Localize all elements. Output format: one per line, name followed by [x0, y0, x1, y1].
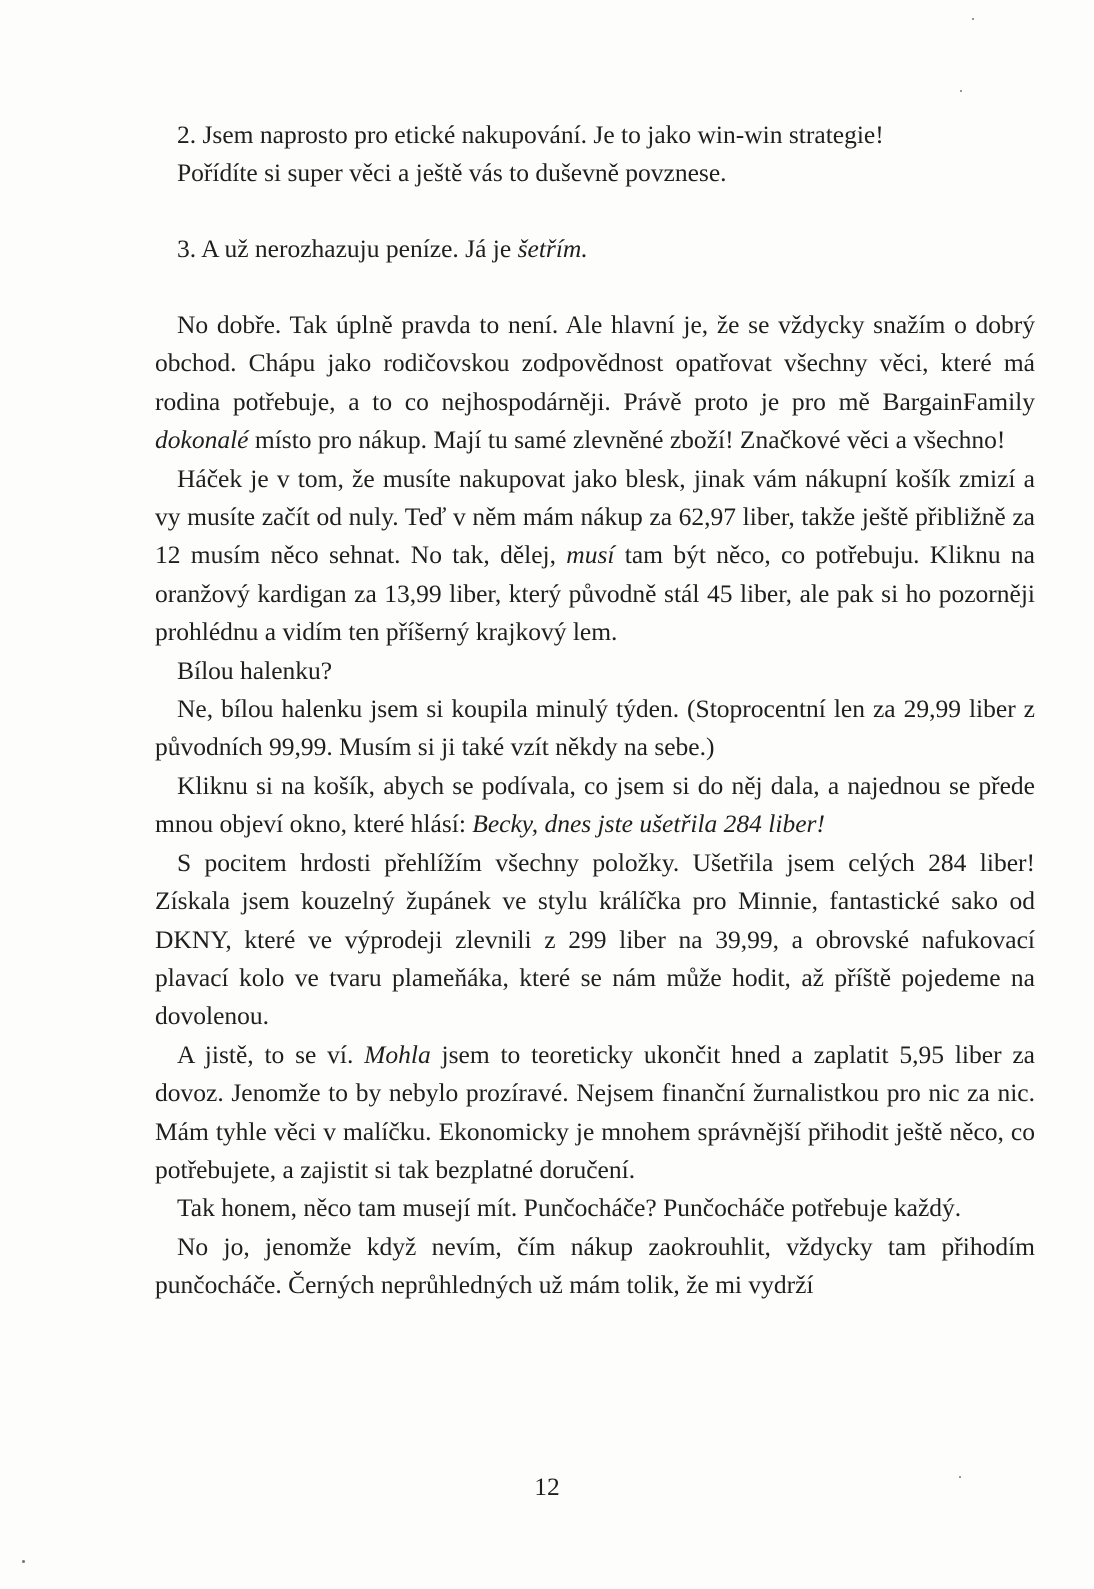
paragraph-5	[155, 767, 1035, 844]
paragraph-2-end: tam být něco, co potřebuju. Kliknu na oranžový kardigan za 13,99 liber, který původně stál 45 liber, ale pak si ho pozorněji prohlédnu a vidím ten příšerný krajkový lem.	[155, 540, 1035, 647]
paragraph-7	[155, 1036, 1035, 1190]
list-item-2-line2: Pořídíte si super věci a ještě vás to duševně povznese.	[177, 158, 727, 188]
list-item-3-text: 3. A už nerozhazuju peníze. Já je	[177, 234, 518, 263]
paragraph-7-emphasis: Mohla	[364, 1039, 431, 1069]
scan-speck	[959, 1476, 961, 1478]
scan-speck	[960, 90, 962, 92]
paragraph-2-emphasis: musí	[566, 540, 615, 570]
paragraph-1-end: místo pro nákup. Mají tu samé zlevněné zboží! Značkové věci a všechno!	[248, 425, 1006, 455]
paragraph-4: Ne, bílou halenku jsem si koupila minulý týden. (Stoprocentní len za 29,99 liber z původních 99,99. Musím si ji také vzít někdy na sebe.)	[155, 694, 1035, 762]
paragraph-1-text: No dobře. Tak úplně pravda to není. Ale hlavní je, že se vždycky snažím o dobrý obchod. Chápu jako rodičovskou zodpovědnost opatřovat všechny věci, které má rodina potřebuje, a to co nejhospodárněji. Právě proto je pro mě BargainFamily	[155, 310, 1035, 416]
page-number: 12	[534, 1472, 560, 1501]
paragraph-8: Tak honem, něco tam musejí mít. Punčocháče? Punčocháče potřebuje každý.	[177, 1193, 962, 1223]
paragraph-1	[155, 306, 1035, 460]
list-item-3-emphasis: šetřím.	[517, 234, 588, 263]
paragraph-1-emphasis: dokonalé	[155, 425, 249, 455]
paragraph-5-emphasis: Becky, dnes jste ušetřila 284 liber!	[472, 809, 825, 839]
paragraph-2	[155, 460, 1035, 652]
list-item-3	[177, 230, 1037, 268]
paragraph-7-end: jsem to teoreticky ukončit hned a zaplatit 5,95 liber za dovoz. Jenomže to by nebylo prozíravé. Nejsem finanční žurnalistkou pro nic za nic. Mám tyhle věci v malíčku. Ekonomicky je mnohem správnější přihodit ještě něco, co potřebujete, a zajistit si tak bezplatné doručení.	[155, 1039, 1035, 1184]
paragraph-3: Bílou halenku?	[177, 655, 333, 685]
list-item-2-line1: 2. Jsem naprosto pro etické nakupování. Je to jako win-win strategie!	[177, 120, 884, 149]
paragraph-6: S pocitem hrdosti přehlížím všechny položky. Ušetřila jsem celých 284 liber! Získala jsem kouzelný župánek ve stylu králíčka pro Minnie, fantastické sako od DKNY, které ve výprodeji zlevnili z 299 liber na 39,99, a obrovské nafukovací plavací kolo ve tvaru plameňáka, které se nám může hodit, až příště pojedeme na dovolenou.	[155, 847, 1035, 1031]
paragraph-9: No jo, jenomže když nevím, čím nákup zaokrouhlit, vždycky tam přihodím punčocháče. Černých neprůhledných už mám tolik, že mi vydrží	[155, 1231, 1035, 1300]
body-text	[155, 306, 1035, 1305]
paragraph-5-text: Kliknu si na košík, abych se podívala, co jsem si do něj dala, a najednou se přede mnou objeví okno, které hlásí:	[155, 770, 1035, 839]
scan-speck	[22, 1560, 25, 1563]
list-item-2	[177, 116, 1037, 193]
paragraph-7-text: A jistě, to se ví.	[177, 1039, 365, 1069]
paragraph-2-text: Háček je v tom, že musíte nakupovat jako blesk, jinak vám nákupní košík zmizí a vy musíte začít od nuly. Teď v něm mám nákup za 62,97 liber, takže ještě přibližně za 12 musím něco sehnat. No tak, dělej,	[155, 463, 1035, 570]
scan-speck	[972, 18, 974, 20]
